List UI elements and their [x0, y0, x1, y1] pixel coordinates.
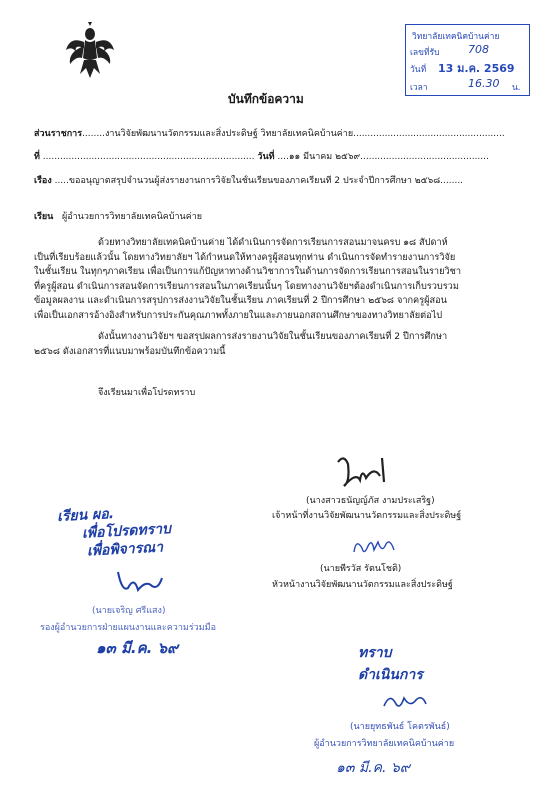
stamp-time-value: 16.30 — [468, 77, 500, 90]
memo-date-label: วันที่ — [257, 152, 275, 162]
signer-3-name: (นายเจริญ ศรีแสง) — [92, 606, 166, 616]
dept-label: ส่วนราชการ — [34, 129, 83, 139]
garuda-emblem-icon — [64, 22, 116, 80]
closing-text: จึงเรียนมาเพื่อโปรดทราบ — [98, 388, 196, 398]
signer-4-name: (นายยุทธพันธ์ โคตรพันธ์) — [350, 722, 450, 732]
ref-row: ที่ .......................................................................... วันที่ ....๑๑ มีนาคม ๒๕๖๙............................................. — [34, 152, 489, 162]
para2-line: ดังนั้นทางงานวิจัยฯ ขอสรุปผลการส่งรายงานวิจัยในชั้นเรียนของภาคเรียนที่ 2 ปีการศึกษา — [98, 331, 448, 342]
dept-value: งานวิจัยพัฒนานวัตกรรมและสิ่งประดิษฐ์ วิทยาลัยเทคนิคบ้านค่าย — [104, 129, 354, 139]
signer-1-name: (นางสาวธนัญญ์ภัส งามประเสริฐ) — [306, 496, 435, 506]
memo-date-value: ๑๑ มีนาคม ๒๕๖๙ — [288, 152, 361, 162]
to-label: เรียน — [34, 212, 54, 222]
para1-line: ข้อมูลผลงาน และดำเนินการสรุปการส่งงานวิจัยในชั้นเรียน ภาคเรียนที่ 2 ปีการศึกษา ๒๕๖๘ จากครูผู้สอน — [34, 295, 447, 306]
note-line: ดำเนินการ — [358, 667, 423, 683]
handwritten-date-right: ๑๓ มี.ค. ๖๙ — [336, 760, 410, 776]
stamp-no-value: 708 — [468, 43, 489, 56]
handwritten-note-left — [57, 502, 173, 562]
para1-line: เป็นที่เรียบร้อยแล้วนั้น โดยทางวิทยาลัยฯ ได้กำหนดให้ทางครูผู้สอนทุกท่าน ดำเนินการจัดทำรายงานการวิจัย — [34, 251, 456, 263]
to-value: ผู้อำนวยการวิทยาลัยเทคนิคบ้านค่าย — [61, 212, 203, 222]
signature-3 — [112, 566, 168, 596]
para1-line: ที่ครูผู้สอน ดำเนินการสอนจัดการเรียนการสอนในภาคเรียนนั้นๆ โดยทางงานวิจัยฯต้องดำเนินการเก็บรวบรวม — [34, 280, 459, 292]
signature-1 — [330, 452, 400, 492]
stamp-time-unit: น. — [512, 83, 521, 93]
ref-label: ที่ — [34, 152, 40, 162]
memo-title: บันทึกข้อความ — [228, 92, 304, 106]
signer-2-title: หัวหน้างานวิจัยพัฒนานวัตกรรมและสิ่งประดิษฐ์ — [272, 580, 453, 590]
to-row — [34, 211, 202, 223]
signer-4-title: ผู้อำนวยการวิทยาลัยเทคนิคบ้านค่าย — [314, 739, 455, 749]
subject-row: เรื่อง .....ขออนุญาตสรุปจำนวนผู้ส่งรายงานการวิจัยในชั้นเรียนของภาคเรียนที่ 2 ประจำปีการศึกษา ๒๕๖๘........ — [34, 176, 464, 186]
dept-row: ส่วนราชการ........งานวิจัยพัฒนานวัตกรรมและสิ่งประดิษฐ์ วิทยาลัยเทคนิคบ้านค่าย..................................................... — [34, 129, 505, 139]
para1-line: เพื่อเป็นเอกสารอ้างอิงสำหรับการประกันคุณภาพทั้งภายในและภายนอกสถานศึกษาของทางวิทยาลัยต่อไป — [34, 309, 443, 321]
signer-3-title: รองผู้อำนวยการฝ่ายแผนงานและความร่วมมือ — [40, 623, 216, 633]
stamp-org: วิทยาลัยเทคนิคบ้านค่าย — [412, 32, 500, 42]
body-paragraph-2 — [34, 330, 504, 359]
stamp-date-label: วันที่ — [410, 65, 427, 75]
stamp-no-label: เลขที่รับ — [410, 48, 440, 58]
para2-line: ๒๕๖๘ ดังเอกสารที่แนบมาพร้อมบันทึกข้อความนี้ — [34, 345, 226, 357]
signer-2-name: (นายพีรวัส รัตนโชติ) — [320, 564, 402, 574]
signer-1-title: เจ้าหน้าที่งานวิจัยพัฒนานวัตกรรมและสิ่งประดิษฐ์ — [272, 511, 462, 521]
stamp-date-value: 13 ม.ค. 2569 — [438, 62, 515, 75]
note-line: เรียน ผอ. — [56, 506, 115, 525]
subject-label: เรื่อง — [34, 176, 52, 186]
body-paragraph-1 — [34, 236, 504, 323]
handwritten-date-left: ๑๓ มี.ค. ๖๙ — [96, 639, 179, 657]
para1-line: ด้วยทางวิทยาลัยเทคนิคบ้านค่าย ได้ดำเนินการจัดการเรียนการสอนมาจนครบ ๑๘ สัปดาห์ — [98, 237, 448, 248]
note-line: เพื่อพิจารณา — [86, 539, 164, 560]
note-line: ทราบ — [358, 645, 392, 661]
handwritten-note-right — [358, 642, 423, 686]
para1-line: ในชั้นเรียน ในทุกๆภาคเรียน เพื่อเป็นการแก้ปัญหาทางด้านวิชาการในด้านการจัดการเรียนการสอนในรายวิชา — [34, 266, 462, 277]
stamp-time-label: เวลา — [410, 83, 428, 93]
receipt-stamp — [405, 24, 530, 96]
subject-value: ขออนุญาตสรุปจำนวนผู้ส่งรายงานการวิจัยในชั้นเรียนของภาคเรียนที่ 2 ประจำปีการศึกษา ๒๕๖๘ — [68, 176, 441, 186]
signature-2 — [350, 534, 400, 560]
signature-4 — [380, 690, 430, 712]
note-line: เพื่อโปรดทราบ — [81, 521, 172, 542]
